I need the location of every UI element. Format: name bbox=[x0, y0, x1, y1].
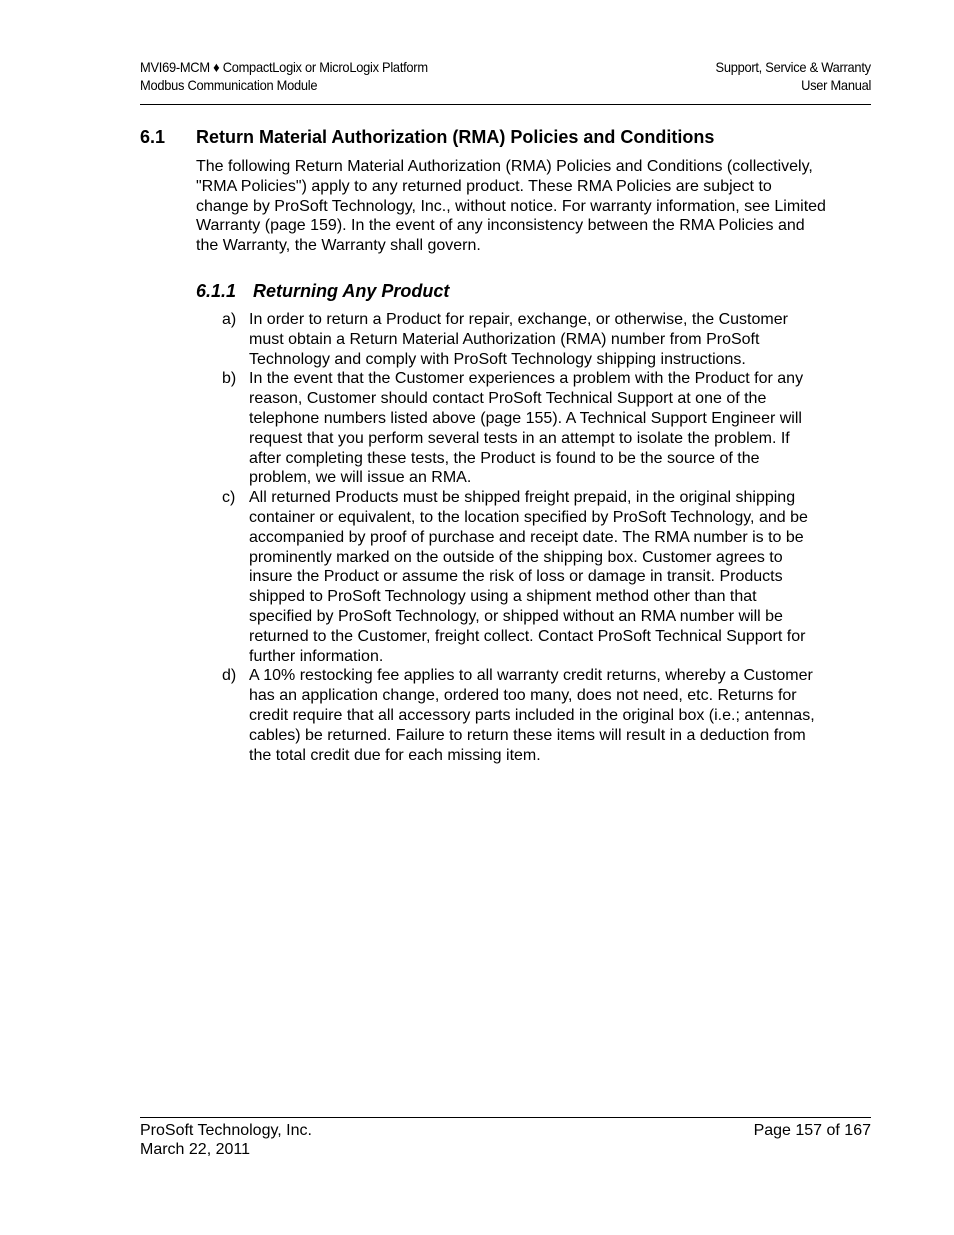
page-footer bbox=[140, 1117, 871, 1158]
subsection-title: Returning Any Product bbox=[253, 281, 450, 301]
subsection-number: 6.1.1 bbox=[196, 281, 237, 301]
list-item-text: In order to return a Product for repair, exchange, or otherwise, the Customer must obtain a Return Material Authorization (RMA) number from ProSoft Technology and comply with ProSoft Technology shipping instructions. bbox=[249, 311, 788, 368]
footer-left bbox=[140, 1121, 312, 1159]
header-module-name: Modbus Communication Module bbox=[140, 77, 318, 93]
list-item-marker: d) bbox=[222, 667, 237, 685]
section-intro-paragraph: The following Return Material Authorization (RMA) Policies and Conditions (collectively, "RMA Policies") apply to any returned product. These RMA Policies are subject to change by ProSoft Technology, Inc., without notice. For warranty information, see Limited Warranty (page 159). In the event of any inconsistency between the RMA Policies and the Warranty, the Warranty shall govern. bbox=[196, 158, 826, 255]
header-manual-type: User Manual bbox=[801, 77, 871, 93]
footer-page-number: Page 157 of 167 bbox=[753, 1122, 871, 1139]
footer-company: ProSoft Technology, Inc. bbox=[140, 1122, 312, 1139]
list-item bbox=[222, 488, 822, 666]
footer-date: March 22, 2011 bbox=[140, 1141, 250, 1158]
section-heading bbox=[140, 125, 860, 149]
list-item bbox=[222, 666, 822, 765]
list-item bbox=[222, 310, 822, 369]
list-item-text: In the event that the Customer experiences a problem with the Product for any reason, Customer should contact ProSoft Technical Support at one of the telephone numbers listed above (page 155). A Technical Support Engineer will request that you perform several tests in an attempt to isolate the problem. If after completing these tests, the Product is found to be the source of the problem, we will issue an RMA. bbox=[249, 370, 804, 487]
header-chapter-title: Support, Service & Warranty bbox=[715, 59, 871, 75]
list-item-marker: c) bbox=[222, 489, 236, 507]
header-product-title: MVI69-MCM ♦ CompactLogix or MicroLogix Platform bbox=[140, 59, 428, 75]
list-item-text: All returned Products must be shipped freight prepaid, in the original shipping container or equivalent, to the location specified by ProSoft Technology, and be accompanied by proof of purchase and receipt date. The RMA number is to be prominently marked on the outside of the shipping box. Customer agrees to insure the Product or assume the risk of loss or damage in transit. Products shipped to ProSoft Technology using a shipment method other than that specified by ProSoft Technology, or shipped without an RMA number will be returned to the Customer, freight collect. Contact ProSoft Technical Support for further information. bbox=[249, 489, 808, 665]
list-item-text: A 10% restocking fee applies to all warranty credit returns, whereby a Customer has an application change, ordered too many, does not need, etc. Returns for credit require that all accessory parts included in the original box (i.e.; antennas, cables) be returned. Failure to return these items will result in a deduction from the total credit due for each missing item. bbox=[249, 667, 815, 764]
section-title: Return Material Authorization (RMA) Policies and Conditions bbox=[196, 127, 715, 147]
subsection-heading bbox=[196, 279, 449, 303]
list-item-marker: a) bbox=[222, 311, 237, 328]
list-item bbox=[222, 369, 822, 488]
rma-policy-list bbox=[222, 310, 822, 765]
list-item-marker: b) bbox=[222, 370, 237, 388]
page-header bbox=[140, 56, 871, 105]
section-number: 6.1 bbox=[140, 127, 166, 147]
